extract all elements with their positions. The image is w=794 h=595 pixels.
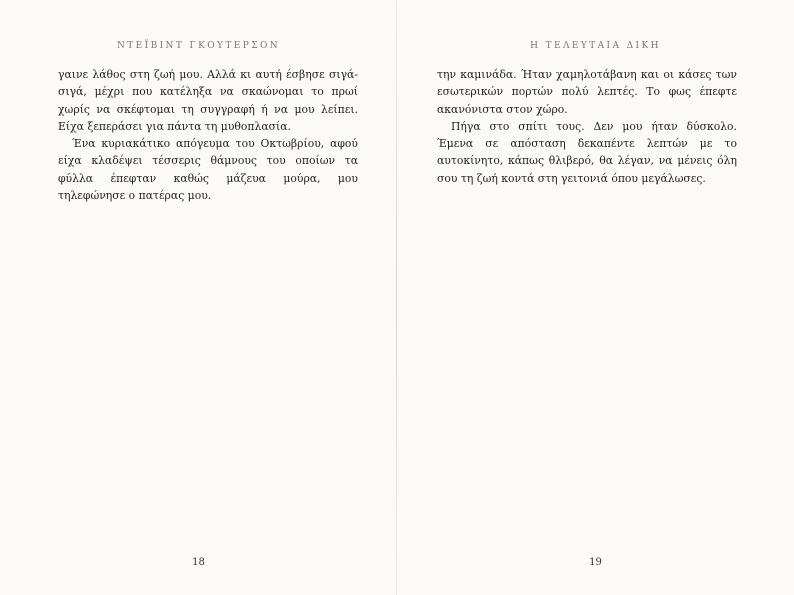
paragraph: Ένα κυριακάτικο απόγευμα του Οκτωβρίου, αφού είχα κλαδέψει τέσσερις θάμνους του οποίων τα φύλλα έπεφταν καθώς μάζευα μούρα, μου τηλεφώνησε ο πατέρας μου. <box>58 137 358 203</box>
left-page-body <box>58 66 358 204</box>
paragraph: την καμινάδα. Ήταν χαμηλοτάβανη και οι κάσες των εσωτερικών πορτών πολύ λεπτές. Το φως έπεφτε ακανόνιστα στον χώρο. <box>437 68 737 116</box>
running-head-author: ΝΤΕΪΒΙΝΤ ΓΚΟΥΤΕΡΣΟΝ <box>116 41 281 51</box>
paragraph: Πήγα στο σπίτι τους. Δεν μου ήταν δύσκολο. Έμενα σε απόσταση δεκαπέντε λεπτών με το αυτοκίνητο, κάπως θλιβερό, θα λέγαν, να μένεις όλη σου τη ζωή κοντά στη γειτονιά όπου μεγάλωσες. <box>437 119 737 185</box>
running-head-title: Η ΤΕΛΕΥΤΑΙΑ ΔΙΚΗ <box>530 41 661 51</box>
right-page <box>397 0 794 595</box>
paragraph: γαινε λάθος στη ζωή μου. Αλλά κι αυτή έσβησε σιγά-σιγά, μέχρι που κατέληξα να σκαώνομαι το πρωί χωρίς να σκέφτομαι τη συγγραφή ή να μου λείπει. Είχα ξεπεράσει για πάντα τη μυθοπλασία. <box>58 68 358 133</box>
right-page-body <box>437 66 737 187</box>
page-number: 19 <box>589 557 602 568</box>
page-number: 18 <box>192 557 205 568</box>
